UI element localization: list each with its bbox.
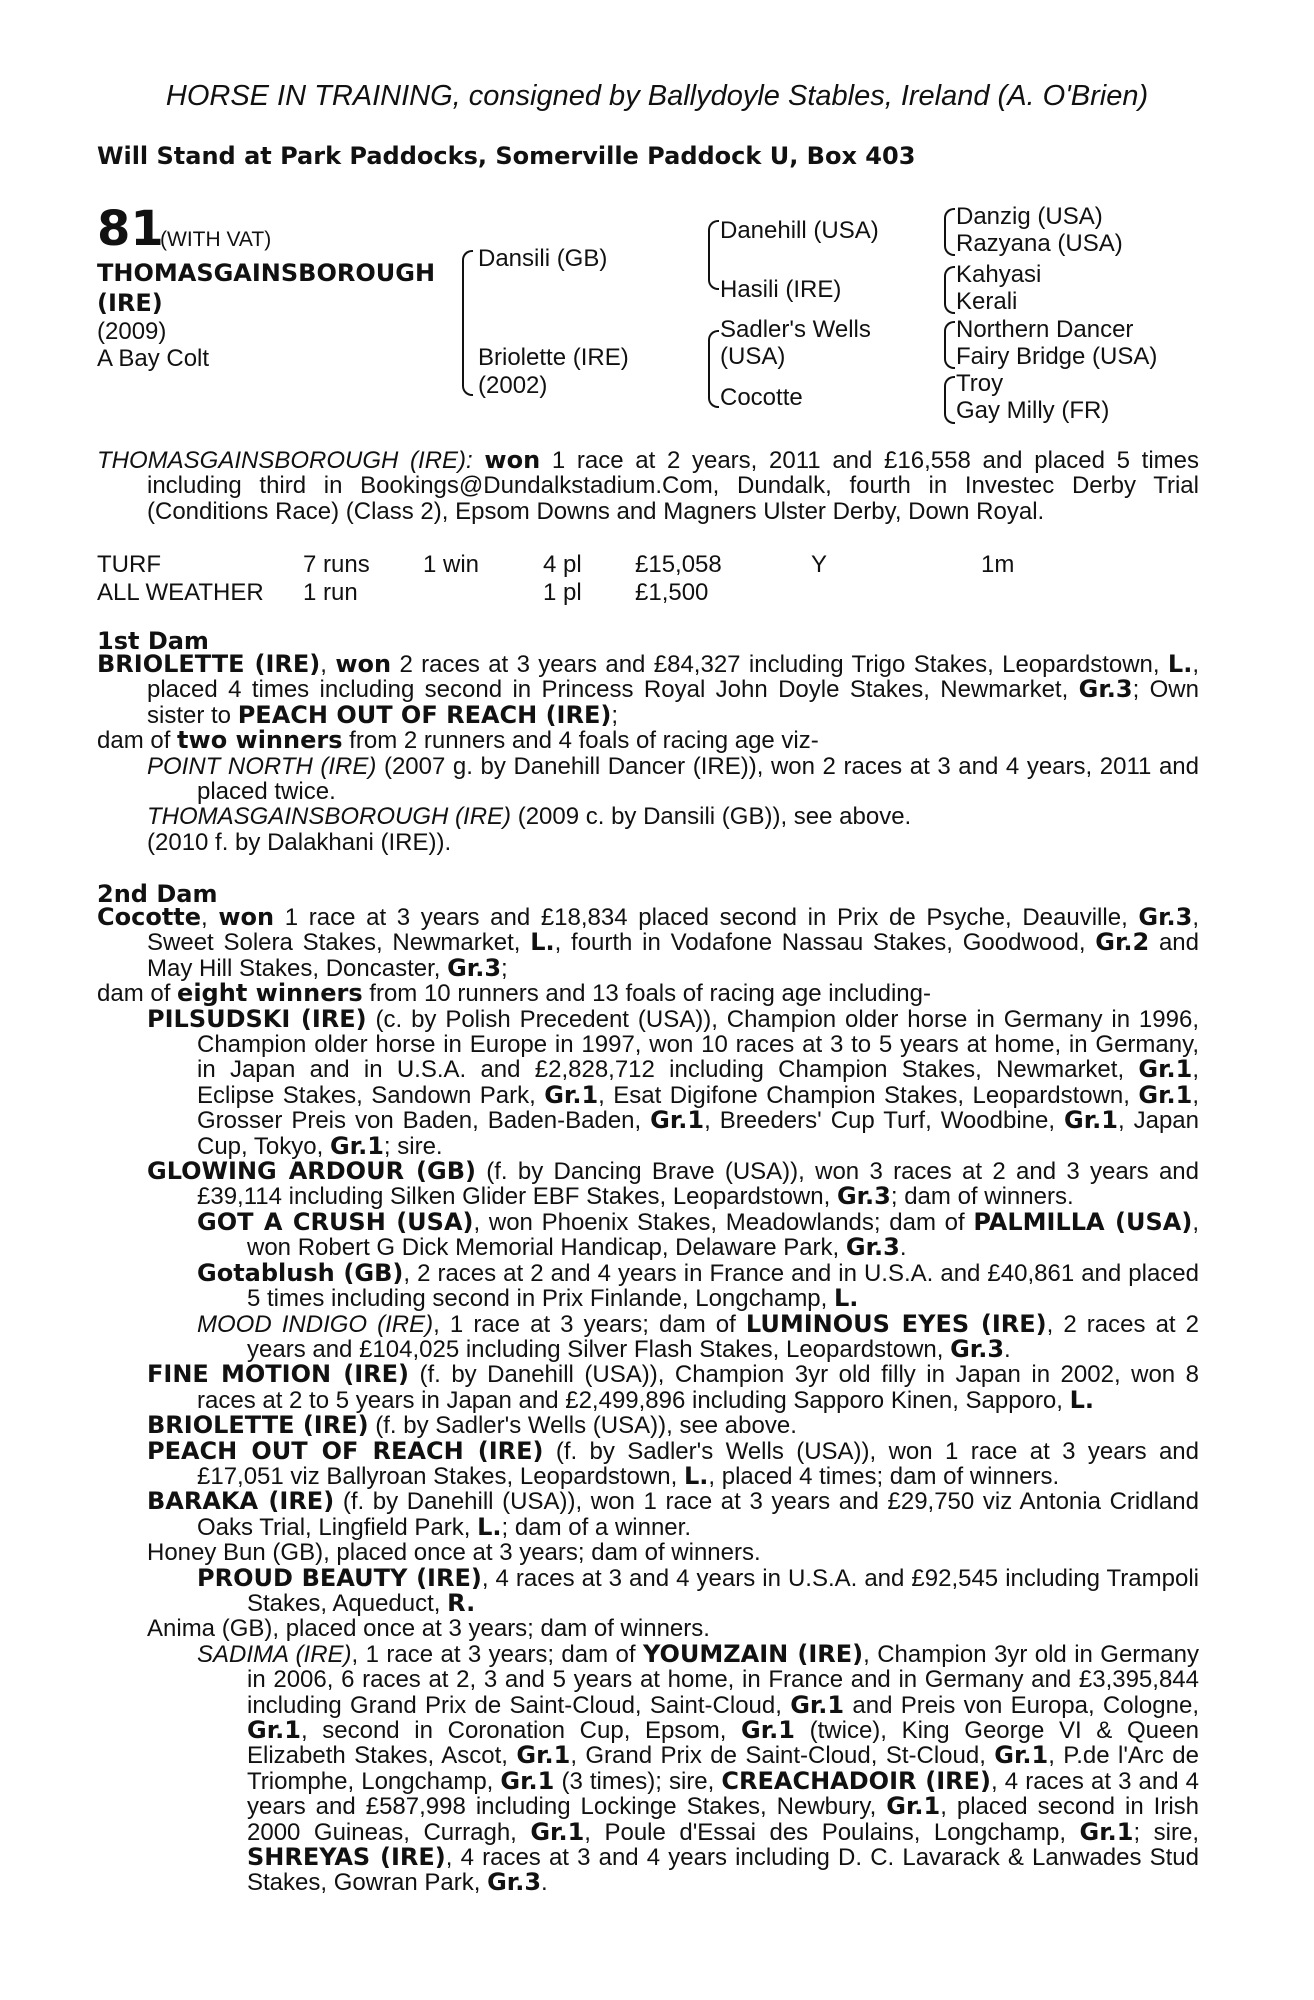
- grade-label: Gr.2: [1095, 928, 1150, 957]
- text-fragment: (2007 g. by Danehill Dancer (IRE)), won 2 races at 3 and 4 years, 2011 and placed twice.: [197, 752, 1199, 806]
- text-fragment: , placed 4 times including second in Princess Royal John Doyle Stakes, Newmarket,: [147, 651, 1200, 704]
- second-dam-won: won: [218, 903, 275, 931]
- progeny-name: SHREYAS (IRE): [247, 1843, 446, 1872]
- text-fragment: , Grand Prix de Saint-Cloud, St-Cloud,: [570, 1742, 995, 1770]
- progeny-glowing-ardour: [97, 1159, 1199, 1210]
- pedigree-dam-sire: Sadler's Wells: [720, 316, 871, 343]
- progeny-proud-beauty: [97, 1563, 1199, 1617]
- text-fragment: , Esat Digifone Champion Stakes, Leopardstown,: [598, 1081, 1139, 1109]
- text-fragment: , 2 races at 2 years and £104,025 including Silver Flash Stakes, Leopardstown,: [247, 1310, 1200, 1363]
- grade-label: Gr.1: [1138, 1080, 1193, 1109]
- stats-placed: 4 pl: [543, 551, 582, 578]
- text-fragment: , Eclipse Stakes, Sandown Park,: [197, 1056, 1199, 1109]
- text-fragment: , 2 races at 2 and 4 years in France and in U.S.A. and £40,861 and placed 5 times including second in Prix Finlande, Longchamp,: [247, 1259, 1199, 1313]
- text-fragment: (3 times); sire,: [554, 1767, 722, 1795]
- first-dam-record: BRIOLETTE (IRE), won 2 races at 3 years and £84,327 including Trigo Stakes, Leopardstown, L., placed 4 times including second in Princess Royal John Doyle Stakes, Newmarket, Gr.3; Own sister to PEACH OUT OF REACH (IRE);: [97, 650, 1200, 729]
- grade-label: Gr.1: [544, 1080, 599, 1109]
- text-fragment: (2009 c. by Dansili (GB)), see above.: [511, 803, 912, 831]
- pedigree-brace-4: [944, 208, 955, 256]
- race-stats-table: [97, 551, 1041, 607]
- progeny-anima: [97, 1616, 1199, 1641]
- text-fragment: , Poule d'Essai des Poulains, Longchamp,: [584, 1818, 1080, 1846]
- text-fragment: , P.de l'Arc de Triomphe, Longchamp,: [247, 1742, 1200, 1795]
- text-fragment: , Breeders' Cup Turf, Woodbine,: [704, 1107, 1065, 1135]
- stats-runs: 1 run: [303, 579, 358, 606]
- grade-label: Gr.1: [994, 1741, 1049, 1770]
- listed-label: L.: [1167, 650, 1193, 678]
- pedigree-brace-1: [462, 250, 473, 396]
- winners-count: eight winners: [177, 979, 363, 1008]
- progeny-sadima: [97, 1639, 1200, 1897]
- stats-flag: Y: [811, 551, 828, 578]
- pedigree-sire-dam: Hasili (IRE): [720, 276, 842, 303]
- stats-flag: [811, 579, 981, 607]
- grade-label: Gr.1: [886, 1792, 941, 1821]
- progeny-name: GLOWING ARDOUR (GB): [147, 1157, 476, 1186]
- stats-surface: TURF: [97, 551, 161, 578]
- pedigree-gg-4: Kerali: [956, 288, 1018, 315]
- sister-name: PEACH OUT OF REACH (IRE): [237, 700, 612, 729]
- text-fragment: , Sweet Solera Stakes, Newmarket,: [147, 904, 1199, 957]
- grade-label: Gr.1: [329, 1131, 384, 1160]
- first-dam-heading: 1st Dam: [97, 627, 209, 655]
- first-dam-section: [97, 652, 1199, 855]
- text-fragment: ;: [611, 701, 619, 729]
- second-dam-section: [97, 905, 1199, 1896]
- grade-label: Gr.3: [487, 1868, 542, 1897]
- text-fragment: , 4 races at 3 and 4 years in U.S.A. and £92,545 including Trampoli Stakes, Aqueduct,: [247, 1564, 1199, 1617]
- progeny-name: FINE MOTION (IRE): [147, 1360, 409, 1389]
- text-fragment: , 4 races at 3 and 4 years including D. C. Lavarack & Lanwades Stud Stakes, Gowran Park,: [247, 1844, 1199, 1897]
- pedigree-gg-2: Razyana (USA): [956, 230, 1123, 257]
- progeny-name: YOUMZAIN (IRE): [642, 1639, 864, 1668]
- stats-row: [97, 551, 1041, 579]
- race-summary: [97, 448, 1199, 524]
- text-fragment: (c. by Polish Precedent (USA)), Champion older horse in Germany in 1996, Champion older horse in Europe in 1997, won 10 races at 3 to 5 years at home, in Germany, in Japan and in U.S.A. and £2,828,712 including Champion Stakes, Newmarket,: [197, 1005, 1199, 1084]
- grade-label: Gr.3: [447, 953, 502, 982]
- text-fragment: (f. by Danehill (USA)), Champion 3yr old filly in Japan in 2002, won 8 races at 2 to 5 years in Japan and £2,499,896 including Sapporo Kinen, Sapporo,: [197, 1361, 1199, 1414]
- text-fragment: , 4 races at 3 and 4 years and £587,998 including Lockinge Stakes, Newbury,: [247, 1767, 1199, 1821]
- text-fragment: , placed second in Irish 2000 Guineas, Curragh,: [247, 1793, 1199, 1846]
- pedigree-sire: Dansili (GB): [478, 245, 608, 272]
- text-fragment: ;: [501, 954, 508, 982]
- text-fragment: , fourth in Vodafone Nassau Stakes, Goodwood,: [554, 929, 1096, 957]
- grade-label: Gr.1: [790, 1690, 845, 1719]
- second-dam-record: Cocotte, won 1 race at 3 years and £18,834 placed second in Prix de Psyche, Deauville, Gr.3, Sweet Solera Stakes, Newmarket, L., fourth in Vodafone Nassau Stakes, Goodwood, Gr.2 and May Hill Stakes, Doncaster, Gr.3;: [97, 903, 1199, 982]
- pedigree-gg-1: Danzig (USA): [956, 203, 1103, 230]
- vat-note: (WITH VAT): [160, 228, 272, 251]
- progeny-mood-indigo: [97, 1309, 1200, 1363]
- pedigree-brace-3: [708, 330, 719, 408]
- text-fragment: (twice), King George VI & Queen Elizabeth Stakes, Ascot,: [247, 1717, 1200, 1770]
- horse-year: (2009): [97, 318, 167, 345]
- summary-text: 1 race at 2 years, 2011 and £16,558 and placed 5 times including third in Bookings@Dundalkstadium.Com, Dundalk, fourth in Investec Derby Trial (Conditions Race) (Class 2), Epsom Downs and Magners Ulster Derby, Down Royal.: [147, 447, 1199, 525]
- pedigree-dam-year: (2002): [478, 372, 548, 399]
- progeny-name: PROUD BEAUTY (IRE): [197, 1563, 482, 1592]
- text-fragment: .: [541, 1869, 548, 1897]
- text-fragment: .: [1004, 1335, 1011, 1363]
- first-dam-produce: [97, 728, 1199, 753]
- text-fragment: and May Hill Stakes, Doncaster,: [147, 929, 1199, 982]
- grade-label: Gr.1: [1064, 1106, 1118, 1135]
- progeny-name: BRIOLETTE (IRE): [147, 1411, 369, 1440]
- progeny-name: CREACHADOIR (IRE): [721, 1766, 991, 1795]
- text-fragment: , 1 race at 3 years; dam of: [351, 1640, 643, 1668]
- offspring-name: POINT NORTH (IRE): [147, 752, 377, 780]
- offspring-name: THOMASGAINSBOROUGH (IRE): [147, 803, 512, 831]
- text-fragment: (2010 f. by Dalakhani (IRE)).: [147, 828, 452, 856]
- restricted-label: R.: [447, 1588, 476, 1617]
- summary-horse-name: THOMASGAINSBOROUGH (IRE):: [97, 447, 473, 474]
- stats-placed: 1 pl: [543, 579, 582, 606]
- listed-label: L.: [1069, 1385, 1095, 1414]
- text-fragment: ; sire,: [1133, 1818, 1200, 1846]
- pedigree-brace-7: [944, 376, 955, 424]
- stats-earnings: £1,500: [635, 579, 709, 606]
- progeny-honey-bun: [97, 1540, 1199, 1565]
- winners-count: two winners: [177, 726, 343, 755]
- second-dam-name: Cocotte: [97, 903, 202, 931]
- progeny-fine-motion: [97, 1362, 1199, 1413]
- text-fragment: and Preis von Europa, Cologne,: [844, 1691, 1199, 1719]
- first-dam-name: BRIOLETTE (IRE): [97, 650, 321, 678]
- text-fragment: , won Phoenix Stakes, Meadowlands; dam of: [473, 1208, 974, 1236]
- text-fragment: (f. by Sadler's Wells (USA)), see above.: [368, 1412, 797, 1440]
- summary-won: won: [484, 446, 541, 474]
- text-fragment: , Grosser Preis von Baden, Baden-Baden,: [197, 1081, 1199, 1135]
- stats-row: [97, 579, 1041, 607]
- pedigree-gg-8: Gay Milly (FR): [956, 397, 1110, 424]
- listed-label: L.: [683, 1461, 709, 1490]
- text-fragment: from 10 runners and 13 foals of racing age including-: [362, 980, 931, 1008]
- second-dam-heading: 2nd Dam: [97, 880, 218, 908]
- grade-label: Gr.1: [1138, 1055, 1193, 1084]
- grade-label: Gr.3: [950, 1334, 1005, 1363]
- text-fragment: ; dam of winners.: [890, 1183, 1074, 1211]
- text-fragment: ; dam of a winner.: [501, 1513, 691, 1541]
- pedigree-sire-sire: Danehill (USA): [720, 217, 879, 244]
- pedigree-brace-2: [708, 220, 719, 290]
- grade-label: Gr.1: [1079, 1817, 1134, 1846]
- progeny-gotablush: [97, 1258, 1199, 1313]
- stats-distance: 1m: [981, 551, 1015, 578]
- text-fragment: Honey Bun (GB), placed once at 3 years; dam of winners.: [147, 1539, 761, 1567]
- pedigree-dam-sire-country: (USA): [720, 343, 786, 370]
- progeny-name: LUMINOUS EYES (IRE): [745, 1309, 1047, 1338]
- progeny-baraka: [97, 1489, 1199, 1540]
- pedigree-gg-7: Troy: [956, 370, 1004, 397]
- grade-label: Gr.1: [516, 1741, 571, 1770]
- horse-description: A Bay Colt: [97, 345, 210, 372]
- offspring-point-north: [97, 754, 1199, 805]
- text-fragment: (f. by Dancing Brave (USA)), won 3 races at 2 and 3 years and £39,114 including Silken Glider EBF Stakes, Leopardstown,: [197, 1158, 1199, 1211]
- stats-wins: 1 win: [423, 551, 480, 578]
- page-header: HORSE IN TRAINING, consigned by Ballydoyle Stables, Ireland (A. O'Brien): [165, 80, 1149, 112]
- text-fragment: (f. by Danehill (USA)), won 1 race at 3 years and £29,750 viz Antonia Cridland Oaks Trial, Lingfield Park,: [197, 1488, 1199, 1541]
- progeny-peach-out-of-reach: [97, 1436, 1199, 1490]
- progeny-name: SADIMA (IRE): [197, 1640, 352, 1668]
- progeny-got-a-crush: [97, 1207, 1199, 1262]
- text-fragment: , 1 race at 3 years; dam of: [433, 1310, 746, 1338]
- lot-number: 81: [97, 201, 164, 257]
- listed-label: L.: [530, 928, 555, 957]
- horse-name: THOMASGAINSBOROUGH (IRE): [97, 259, 436, 317]
- stats-earnings: £15,058: [635, 551, 722, 578]
- grade-label: Gr.1: [247, 1716, 301, 1744]
- text-fragment: Anima (GB), placed once at 3 years; dam of winners.: [147, 1615, 710, 1643]
- stand-location: Will Stand at Park Paddocks, Somerville Paddock U, Box 403: [97, 142, 916, 170]
- stats-surface: ALL WEATHER: [97, 579, 264, 606]
- grade-label: Gr.3: [836, 1182, 891, 1211]
- grade-label: Gr.1: [500, 1766, 555, 1795]
- grade-label: Gr.1: [741, 1716, 795, 1744]
- text-fragment: ; Own sister to: [147, 676, 1199, 729]
- listed-label: L.: [834, 1284, 859, 1313]
- text-fragment: 2 races at 3 years and £84,327 including Trigo Stakes, Leopardstown,: [391, 651, 1168, 678]
- listed-label: L.: [477, 1512, 502, 1541]
- pedigree-dam-dam: Cocotte: [720, 384, 803, 411]
- progeny-pilsudski: [97, 1004, 1199, 1160]
- progeny-name: PALMILLA (USA): [973, 1207, 1193, 1236]
- pedigree-brace-5: [944, 266, 955, 314]
- text-fragment: , won Robert G Dick Memorial Handicap, Delaware Park,: [247, 1208, 1199, 1262]
- offspring-thomasgainsborough: [97, 804, 1199, 829]
- grade-label: Gr.3: [1138, 903, 1193, 931]
- text-fragment: from 2 runners and 4 foals of racing age viz-: [342, 727, 819, 755]
- stats-runs: 7 runs: [303, 551, 370, 578]
- pedigree-dam: Briolette (IRE): [478, 344, 629, 371]
- progeny-briolette: [97, 1413, 1199, 1438]
- text-fragment: , Japan Cup, Tokyo,: [197, 1107, 1199, 1160]
- text-fragment: , placed 4 times; dam of winners.: [708, 1462, 1060, 1490]
- progeny-name: MOOD INDIGO (IRE): [197, 1310, 434, 1338]
- pedigree-gg-5: Northern Dancer: [956, 316, 1134, 343]
- first-dam-won: won: [335, 650, 392, 678]
- progeny-name: GOT A CRUSH (USA): [197, 1207, 474, 1236]
- offspring-2010-filly: [97, 830, 1199, 855]
- progeny-name: BARAKA (IRE): [147, 1487, 335, 1516]
- second-dam-produce: [97, 981, 1199, 1006]
- pedigree-gg-3: Kahyasi: [956, 261, 1042, 288]
- grade-label: Gr.3: [1078, 675, 1133, 704]
- progeny-name: Gotablush (GB): [197, 1258, 404, 1287]
- text-fragment: , Champion 3yr old in Germany in 2006, 6 races at 2, 3 and 5 years at home, in France and in Germany and £3,395,844 including Grand Prix de Saint-Cloud, Saint-Cloud,: [247, 1640, 1199, 1719]
- text-fragment: ; sire.: [383, 1132, 443, 1160]
- pedigree-gg-6: Fairy Bridge (USA): [956, 343, 1158, 370]
- grade-label: Gr.1: [650, 1106, 705, 1135]
- text-fragment: dam of: [97, 980, 178, 1008]
- text-fragment: 1 race at 3 years and £18,834 placed second in Prix de Psyche, Deauville,: [274, 904, 1139, 931]
- grade-label: Gr.3: [845, 1233, 900, 1262]
- progeny-name: PILSUDSKI (IRE): [147, 1004, 367, 1033]
- progeny-name: PEACH OUT OF REACH (IRE): [147, 1436, 544, 1465]
- grade-label: Gr.1: [530, 1817, 585, 1846]
- text-fragment: , second in Coronation Cup, Epsom,: [300, 1717, 742, 1744]
- stats-wins: [423, 579, 543, 607]
- pedigree-brace-6: [944, 321, 955, 369]
- text-fragment: dam of: [97, 727, 178, 755]
- text-fragment: .: [899, 1234, 907, 1262]
- stats-distance: [981, 579, 1041, 607]
- text-fragment: (f. by Sadler's Wells (USA)), won 1 race at 3 years and £17,051 viz Ballyroan Stakes, Leopardstown,: [197, 1437, 1199, 1490]
